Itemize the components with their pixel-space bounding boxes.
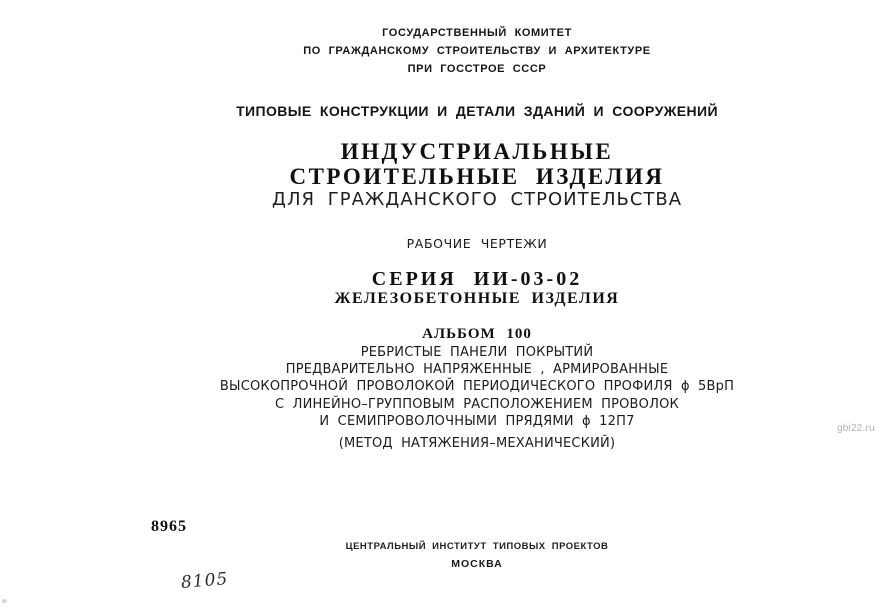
issuing-organization [77, 24, 877, 78]
album-description-line-5: И СЕМИПРОВОЛОЧНЫМИ ПРЯДЯМИ ϕ 12П7 [319, 413, 635, 429]
org-line-3: ПРИ ГОССТРОЕ СССР [407, 63, 547, 75]
album-description-line-2: ПРЕДВАРИТЕЛЬНО НАПРЯЖЕННЫЕ , АРМИРОВАННЫЕ [285, 362, 669, 378]
album-description-line-1: РЕБРИСТЫЕ ПАНЕЛИ ПОКРЫТИЙ [360, 345, 594, 360]
institute-name: ЦЕНТРАЛЬНЫЙ ИНСТИТУТ ТИПОВЫХ ПРОЕКТОВ [345, 541, 609, 552]
catalog-number: 8965 [151, 518, 187, 535]
series-number: СЕРИЯ ИИ-03-02 [371, 268, 583, 290]
scan-artifact [2, 599, 7, 603]
tensioning-method: (МЕТОД НАТЯЖЕНИЯ–МЕХАНИЧЕСКИЙ) [338, 436, 616, 451]
main-title-line-1: ИНДУСТРИАЛЬНЫЕ [340, 139, 614, 164]
main-title-line-2: СТРОИТЕЛЬНЫЕ ИЗДЕЛИЯ [289, 164, 665, 189]
site-watermark: gbi22.ru [837, 423, 875, 434]
main-title-line-3: ДЛЯ ГРАЖДАНСКОГО СТРОИТЕЛЬСТВА [271, 189, 683, 210]
album-description-line-3: ВЫСОКОПРОЧНОЙ ПРОВОЛОКОЙ ПЕРИОДИЧЕСКОГО ПРОФИЛЯ ϕ 5ВрП [219, 379, 735, 395]
series-banner: ТИПОВЫЕ КОНСТРУКЦИИ И ДЕТАЛИ ЗДАНИЙ И СООРУЖЕНИЙ [236, 103, 718, 119]
handwritten-number: 8105 [180, 568, 230, 594]
org-line-1: ГОСУДАРСТВЕННЫЙ КОМИТЕТ [382, 27, 572, 39]
working-drawings-label: РАБОЧИЕ ЧЕРТЕЖИ [406, 236, 548, 251]
album-heading: АЛЬБОМ 100 [422, 326, 532, 342]
series-subtitle: ЖЕЛЕЗОБЕТОННЫЕ ИЗДЕЛИЯ [334, 290, 620, 307]
org-line-2: ПО ГРАЖДАНСКОМУ СТРОИТЕЛЬСТВУ И АРХИТЕКТУРЕ [303, 45, 651, 57]
album-description-line-4: С ЛИНЕЙНО–ГРУППОВЫМ РАСПОЛОЖЕНИЕМ ПРОВОЛОК [275, 396, 679, 412]
album-description [77, 344, 877, 430]
city-label: МОСКВА [451, 558, 503, 570]
